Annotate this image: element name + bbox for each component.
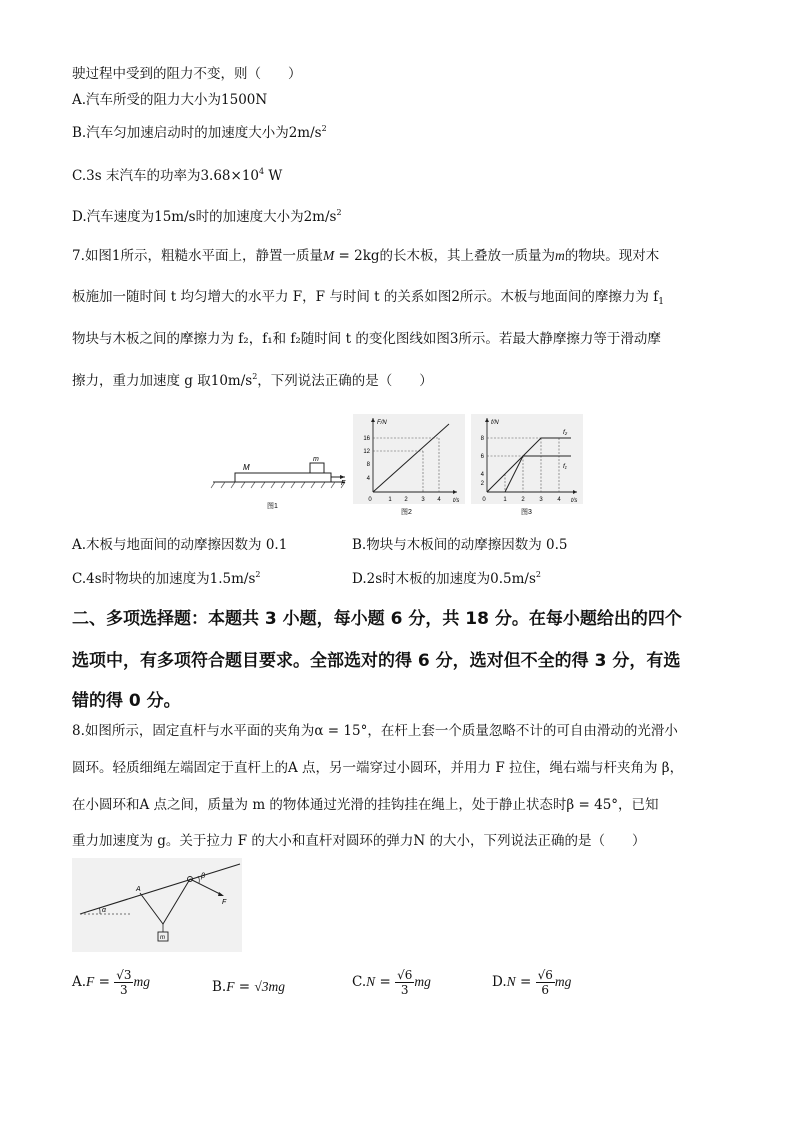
label-alpha: α <box>102 907 106 914</box>
q8-stem-line1: 8.如图所示，固定直杆与水平面的夹角为α = 15°，在杆上套一个质量忽略不计的可自由滑动的光滑小 <box>72 723 678 739</box>
section2-heading-line2: 选项中，有多项符合题目要求。全部选对的得 6 分，选对但不全的得 3 分，有选 <box>72 651 681 671</box>
label-F: F <box>222 899 227 906</box>
q6-option-c: C.3s 末汽车的功率为$3.68\times 10^4$ W <box>72 167 283 184</box>
q8-option-a: A.F = $\frac{√3}{3}$ mg <box>72 968 150 997</box>
fig2-xtick: 0 <box>368 497 372 503</box>
q8-option-d: D.N = $\frac{√6}{6}$ mg <box>492 968 572 997</box>
q6-stem-cont: 驶过程中受到的阻力不变，则（ ） <box>72 66 302 82</box>
section2-heading-line3: 错的得 0 分。 <box>72 691 181 711</box>
q6-option-b: B.汽车匀加速启动时的加速度大小为$2m/s^2$ <box>72 124 327 141</box>
fig3-xtick: 2 <box>521 497 525 503</box>
q7-stem-line1: 7.如图1所示，粗糙水平面上，静置一质量M = 2kg的长木板，其上叠放一质量为m的物块。现对木 <box>72 248 660 264</box>
q7-option-b: B.物块与木板间的动摩擦因数为 0.5 <box>352 537 568 553</box>
fig3-label-f2: f₂ <box>563 429 568 436</box>
q7-option-a: A.木板与地面间的动摩擦因数为 0.1 <box>72 537 288 553</box>
q8-stem-line2: 圆环。轻质细绳左端固定于直杆上的A 点，另一端穿过小圆环，并用力 F 拉住，绳右端与杆夹角为 β， <box>72 760 684 776</box>
fig3-ytick: 2 <box>480 481 484 487</box>
q7-option-d: D.2s时木板的加速度为$0.5m/s^2$ <box>352 570 541 587</box>
fig2-x-axis-label: t/s <box>453 498 460 504</box>
label-beta: β <box>201 873 205 880</box>
fig3-xtick: 4 <box>557 497 561 503</box>
fig3-ytick: 4 <box>480 472 484 478</box>
q8-option-c: C.N = $\frac{√6}{3}$ mg <box>352 968 431 997</box>
q7-stem-line4: 擦力，重力加速度 g 取$10m/s^2$，下列说法正确的是（ ） <box>72 372 433 389</box>
fig2-y-axis-label: F/N <box>377 420 387 426</box>
fig3-ytick: 6 <box>480 454 484 460</box>
q8-stem-line4: 重力加速度为 g。关于拉力 F 的大小和直杆对圆环的弹力N 的大小，下列说法正确的是（ ） <box>72 833 646 849</box>
q8-option-b: B.F = √3mg <box>212 979 286 995</box>
fig3-xtick: 0 <box>482 497 486 503</box>
label-m: m <box>160 935 165 941</box>
block <box>310 463 324 473</box>
long-board <box>235 473 331 482</box>
q7-stem-line2: 板施加一随时间 t 均匀增大的水平力 F，F 与时间 t 的关系如图2所示。木板与地面间的摩擦力为 $f_1$ <box>72 289 664 307</box>
fig2-F-t-graph <box>353 414 465 516</box>
fig3-x-axis-label: t/s <box>571 498 578 504</box>
fig2-xtick: 1 <box>388 497 392 503</box>
fig3-xtick: 3 <box>539 497 543 503</box>
label-m: m <box>313 456 319 463</box>
fig2-ytick: 12 <box>363 449 370 455</box>
fig3-label-f1: f₁ <box>563 463 567 470</box>
q7-stem-line3: 物块与木板之间的摩擦力为 f₂，f₁和 f₂随时间 t 的变化图线如图3所示。若最大静摩擦力等于滑动摩 <box>72 331 661 347</box>
label-A: A <box>136 886 141 893</box>
q6-option-d: D.汽车速度为15m/s时的加速度大小为$2m/s^2$ <box>72 208 342 225</box>
section2-heading-line1: 二、多项选择题：本题共 3 小题，每小题 6 分，共 18 分。在每小题给出的四个 <box>72 609 682 629</box>
fig3-f-t-graph <box>471 414 583 516</box>
fig1-board-diagram <box>211 456 346 510</box>
q6-option-a: A.汽车所受的阻力大小为1500N <box>72 92 268 108</box>
fig2-ytick: 8 <box>366 462 370 468</box>
fig2-xtick: 3 <box>421 497 425 503</box>
fig2-ytick: 16 <box>363 436 370 442</box>
fig3-xtick: 1 <box>503 497 507 503</box>
fig2-xtick: 2 <box>404 497 408 503</box>
fig3-caption: 图3 <box>521 509 532 516</box>
fig1-caption: 图1 <box>267 503 278 510</box>
label-M: M <box>243 463 250 472</box>
q7-option-c: C.4s时物块的加速度为$1.5m/s^2$ <box>72 570 261 587</box>
fig3-ytick: 8 <box>480 436 484 442</box>
fig2-caption: 图2 <box>401 509 412 516</box>
fig2-ytick: 4 <box>366 476 370 482</box>
label-F: F <box>341 480 346 487</box>
fig3-y-axis-label: f/N <box>491 420 499 426</box>
fig2-xtick: 4 <box>437 497 441 503</box>
q8-figure <box>72 858 252 954</box>
q8-stem-line3: 在小圆环和A 点之间，质量为 m 的物体通过光滑的挂钩挂在绳上，处于静止状态时β = 45°，已知 <box>72 797 659 813</box>
q7-figures <box>205 410 585 518</box>
